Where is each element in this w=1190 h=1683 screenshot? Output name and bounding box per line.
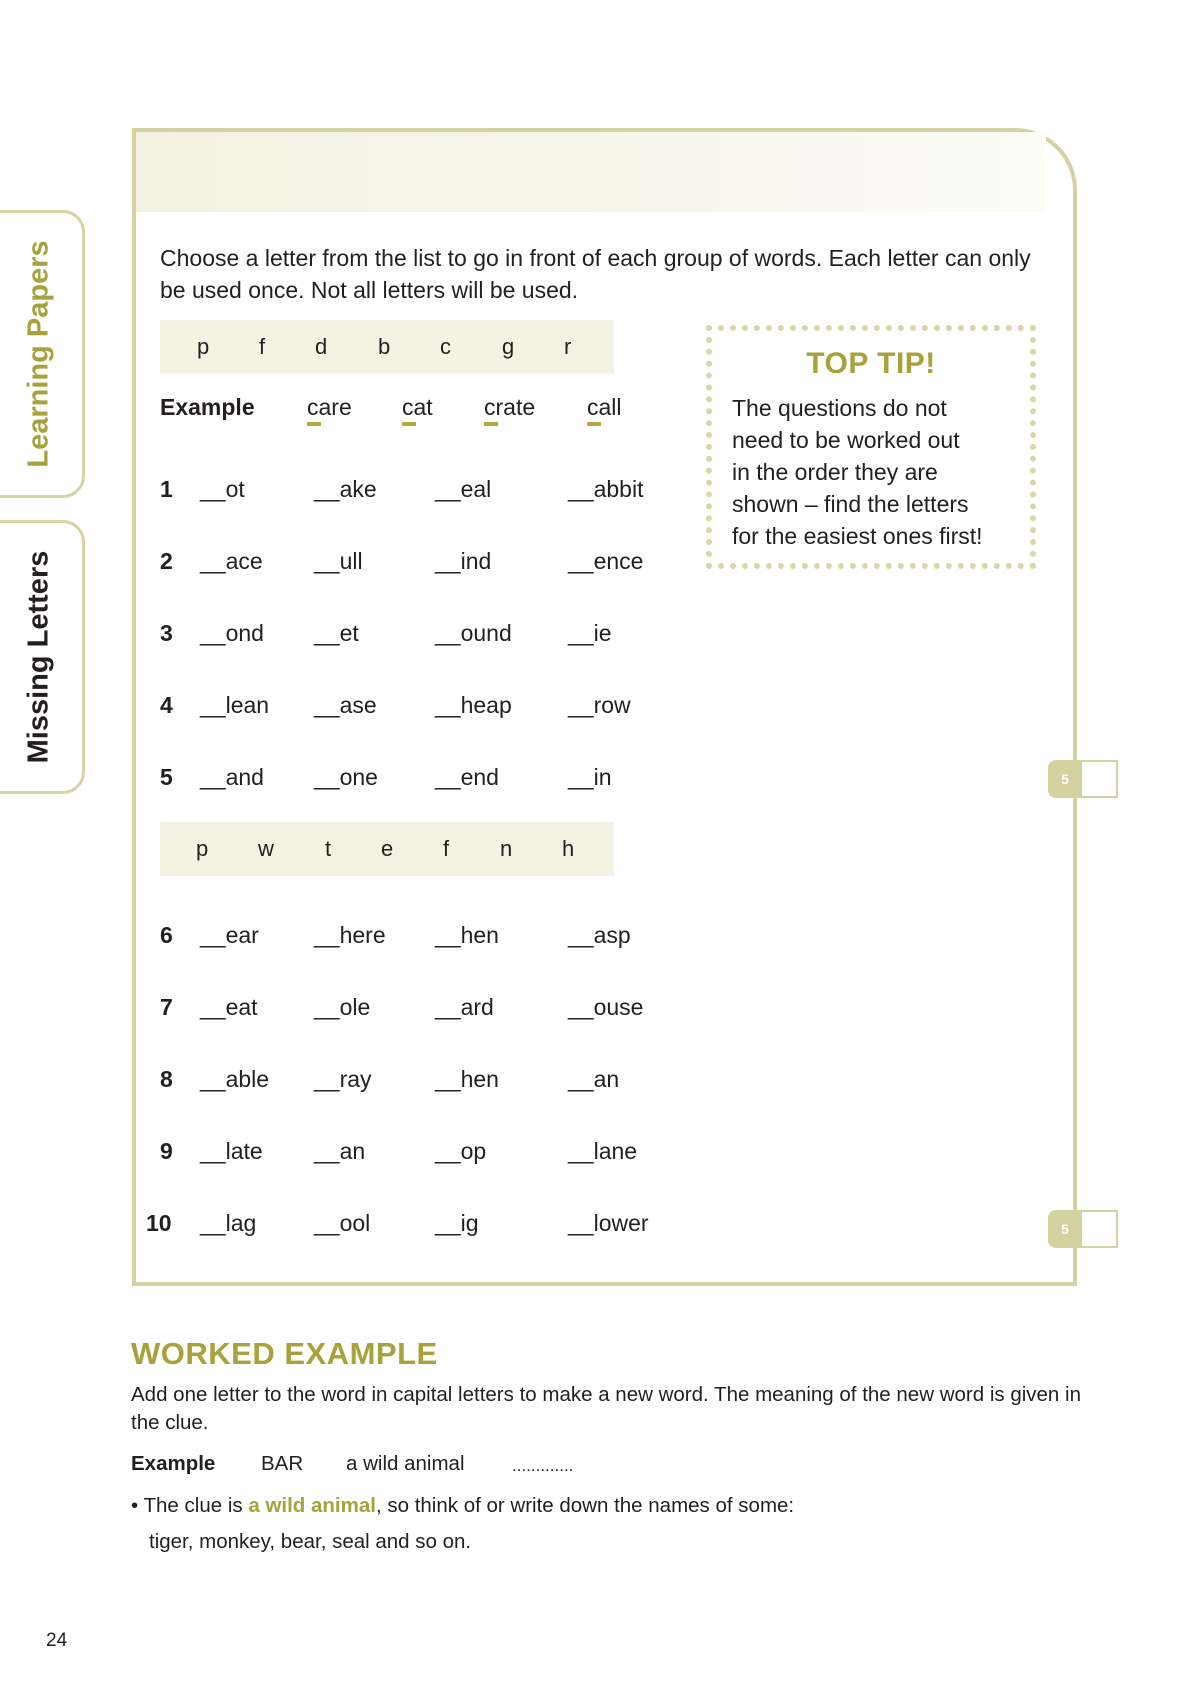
letter: g	[502, 334, 515, 359]
top-tip-line: need to be worked out	[732, 427, 960, 453]
word-stem[interactable]: __an	[568, 1066, 620, 1092]
example-label: Example	[160, 394, 255, 420]
example-word: call	[587, 394, 622, 420]
worked-example-title: WORKED EXAMPLE	[131, 1336, 438, 1371]
word-stem[interactable]: __eal	[435, 476, 492, 502]
word-stem[interactable]: __ase	[314, 692, 377, 718]
worked-example-text: Add one letter to the word in capital letters to make a new word. The meaning of the new word is given in the clue.	[131, 1383, 1081, 1434]
word-stem[interactable]: __ake	[314, 476, 377, 502]
question-number: 10	[146, 1210, 172, 1236]
word-stem[interactable]: __and	[200, 764, 264, 790]
question-number: 7	[160, 994, 173, 1020]
worked-example-word: BAR	[261, 1452, 304, 1475]
top-tip-line: in the order they are	[732, 459, 938, 485]
bullet-highlight: a wild animal	[248, 1494, 376, 1517]
side-tab-label: Missing Letters	[22, 550, 55, 764]
top-tip-line: shown – find the letters	[732, 491, 969, 517]
word-stem[interactable]: __ot	[200, 476, 245, 502]
word-stem[interactable]: __op	[435, 1138, 487, 1164]
word-stem[interactable]: __one	[314, 764, 378, 790]
word-stem[interactable]: __heap	[435, 692, 512, 718]
question-number: 4	[160, 692, 173, 718]
score-total: 5	[1048, 760, 1082, 798]
word-stem[interactable]: __lane	[568, 1138, 638, 1164]
word-stem[interactable]: __ouse	[568, 994, 644, 1020]
word-stem[interactable]: __ond	[200, 620, 264, 646]
letter: e	[381, 836, 394, 861]
word-stem[interactable]: __eat	[200, 994, 258, 1020]
question-number: 6	[160, 922, 173, 948]
worked-example-continuation: tiger, monkey, bear, seal and so on.	[149, 1530, 472, 1553]
example-underline	[402, 422, 416, 426]
letter: p	[197, 334, 210, 359]
word-stem[interactable]: __hen	[435, 922, 499, 948]
worked-example-bullet	[131, 1494, 794, 1518]
question-number: 5	[160, 764, 173, 790]
word-stem[interactable]: __ard	[435, 994, 494, 1020]
letter: b	[378, 334, 391, 359]
word-stem[interactable]: __ace	[200, 548, 263, 574]
side-tab-learning-papers[interactable]	[0, 210, 85, 498]
letter-bar-1	[160, 320, 614, 374]
example-word: care	[307, 394, 352, 420]
letter-bar-2	[160, 822, 614, 876]
letter: w	[258, 836, 274, 861]
word-stem[interactable]: __abbit	[568, 476, 644, 502]
letter: h	[562, 836, 575, 861]
word-stem[interactable]: __lag	[200, 1210, 257, 1236]
question-number: 3	[160, 620, 173, 646]
example-word: cat	[402, 394, 433, 420]
letter: d	[315, 334, 328, 359]
word-stem[interactable]: __ence	[568, 548, 644, 574]
score-box	[1048, 1210, 1116, 1248]
score-entry[interactable]	[1080, 1210, 1118, 1248]
example-underline	[484, 422, 498, 426]
worked-example-label: Example	[131, 1452, 216, 1475]
word-stem[interactable]: __hen	[435, 1066, 499, 1092]
instructions: Choose a letter from the list to go in front of each group of words. Each letter can only be used once. Not all letters will be used.	[160, 245, 1031, 303]
word-stem[interactable]: __in	[568, 764, 612, 790]
word-stem[interactable]: __an	[314, 1138, 366, 1164]
worked-example-clue: a wild animal	[346, 1452, 465, 1475]
score-entry[interactable]	[1080, 760, 1118, 798]
word-stem[interactable]: __row	[568, 692, 631, 718]
letter: f	[259, 334, 266, 359]
word-stem[interactable]: __able	[200, 1066, 270, 1092]
answer-blank[interactable]: .............	[512, 1456, 574, 1475]
top-tip-body	[732, 392, 1032, 552]
side-tab-missing-letters[interactable]	[0, 520, 85, 794]
question-number: 1	[160, 476, 173, 502]
word-stem[interactable]: __asp	[568, 922, 631, 948]
score-box	[1048, 760, 1116, 798]
word-stem[interactable]: __here	[314, 922, 386, 948]
example-underline	[587, 422, 601, 426]
frame-header-band	[136, 132, 1046, 212]
example-underline	[307, 422, 321, 426]
top-tip-title: TOP TIP!	[806, 347, 936, 380]
word-stem[interactable]: __et	[314, 620, 359, 646]
question-number: 9	[160, 1138, 173, 1164]
side-tab-label: Learning Papers	[22, 240, 55, 468]
word-stem[interactable]: __lower	[568, 1210, 649, 1236]
question-number: 8	[160, 1066, 173, 1092]
letter: r	[564, 334, 572, 359]
letter: c	[440, 334, 451, 359]
word-stem[interactable]: __ound	[435, 620, 512, 646]
letter: p	[196, 836, 209, 861]
word-stem[interactable]: __ray	[314, 1066, 372, 1092]
word-stem[interactable]: __ole	[314, 994, 371, 1020]
word-stem[interactable]: __late	[200, 1138, 263, 1164]
top-tip-line: The questions do not	[732, 395, 947, 421]
word-stem[interactable]: __ind	[435, 548, 492, 574]
score-total: 5	[1048, 1210, 1082, 1248]
top-tip-line: for the easiest ones first!	[732, 523, 983, 549]
page-number: 24	[46, 1630, 68, 1651]
letter: f	[443, 836, 450, 861]
word-stem[interactable]: __ool	[314, 1210, 371, 1236]
word-stem[interactable]: __ie	[568, 620, 612, 646]
question-number: 2	[160, 548, 173, 574]
bullet-text-post: , so think of or write down the names of some:	[375, 1494, 795, 1517]
word-stem[interactable]: __ig	[435, 1210, 479, 1236]
word-stem[interactable]: __ear	[200, 922, 259, 948]
letter: t	[325, 836, 332, 861]
bullet-text-pre: The clue is	[138, 1494, 249, 1517]
word-stem[interactable]: __lean	[200, 692, 270, 718]
word-stem[interactable]: __end	[435, 764, 499, 790]
letter: n	[500, 836, 513, 861]
example-word: crate	[484, 394, 536, 420]
bullet-dot: •	[131, 1494, 139, 1517]
word-stem[interactable]: __ull	[314, 548, 363, 574]
